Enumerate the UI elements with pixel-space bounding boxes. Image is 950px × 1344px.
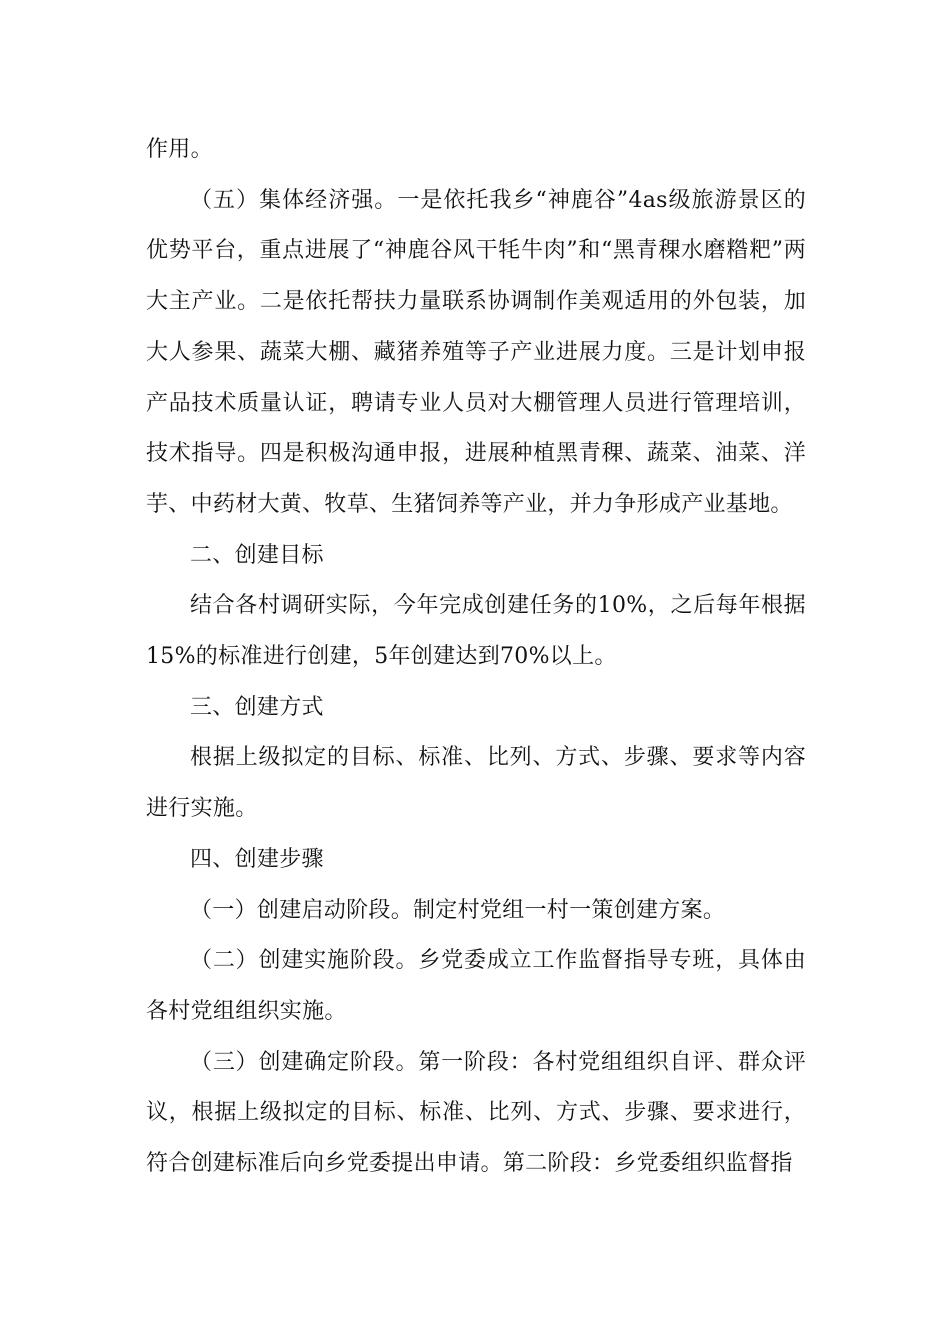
paragraph-continuation: 作用。 <box>146 137 213 162</box>
section-heading-steps: 四、创建步骤 <box>190 846 324 872</box>
paragraph-step-implementation: （二）创建实施阶段。乡党委成立工作监督指导专班，具体由各村党组组织实施。 <box>146 948 806 1024</box>
document-body <box>146 125 806 1190</box>
paragraph-step-confirmation: （三）创建确定阶段。第一阶段：各村党组组织自评、群众评议，根据上级拟定的目标、标准、比列、方式、步骤、要求进行，符合创建标准后向乡党委提出申请。第二阶段：乡党委组织监督指 <box>146 1049 806 1177</box>
paragraph-step-launch: （一）创建启动阶段。制定村党组一村一策创建方案。 <box>190 897 726 923</box>
section-heading-goals: 二、创建目标 <box>190 542 324 568</box>
paragraph-collective-economy: （五）集体经济强。一是依托我乡“神鹿谷”4as级旅游景区的优势平台，重点进展了“神鹿谷风干牦牛肉”和“黑青稞水磨糌粑”两大主产业。二是依托帮扶力量联系协调制作美观适用的外包装，加大人参果、蔬菜大棚、藏猪养殖等子产业进展力度。三是计划申报产品技术质量认证，聘请专业人员对大棚管理人员进行管理培训，技术指导。四是积极沟通申报，进展种植黑青稞、蔬菜、油菜、洋芋、中药材大黄、牧草、生猪饲养等产业，并力争形成产业基地。 <box>146 187 806 517</box>
paragraph-methods: 根据上级拟定的目标、标准、比列、方式、步骤、要求等内容进行实施。 <box>146 745 806 822</box>
paragraph-goals: 结合各村调研实际，今年完成创建任务的10%，之后每年根据15%的标准进行创建，5年创建达到70%以上。 <box>146 593 806 670</box>
section-heading-methods: 三、创建方式 <box>190 694 324 720</box>
